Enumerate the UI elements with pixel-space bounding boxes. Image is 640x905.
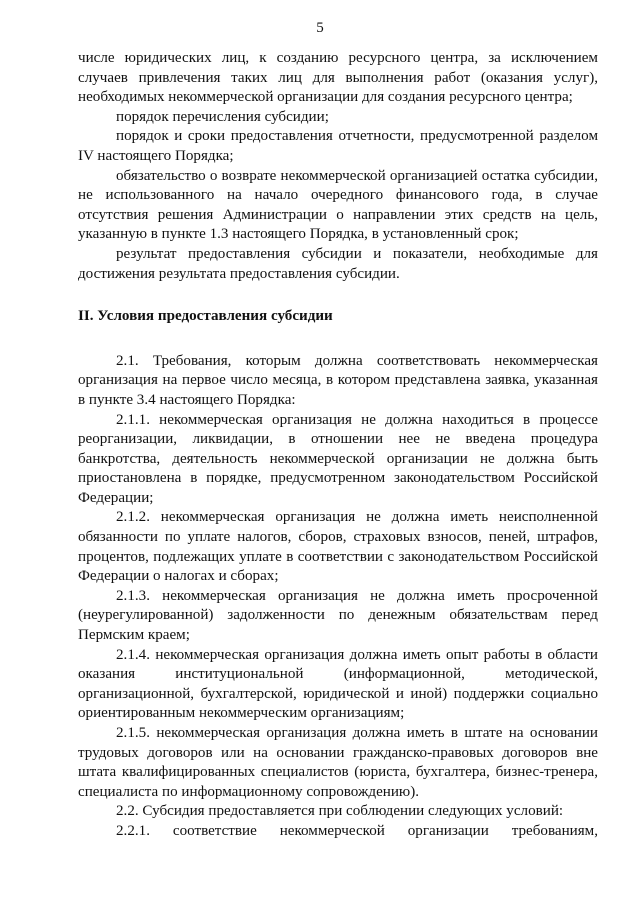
paragraph-result-indicators: результат предоставления субсидии и показатели, необходимые для достижения результата предоставления субсидии. [78, 245, 598, 282]
paragraph-2-1-4: 2.1.4. некоммерческая организация должна иметь опыт работы в области оказания институциональной (информационной, методической, организационной, бухгалтерской, юридической и иной) поддержки социально ориентированным некоммерческим организациям; [78, 646, 598, 722]
spacer [78, 327, 598, 352]
paragraph-2-2-1: 2.2.1. соответствие некоммерческой организации требованиям, [116, 822, 598, 839]
spacer [78, 284, 598, 307]
paragraph-continuation: числе юридических лиц, к созданию ресурсного центра, за исключением случаев привлечения таких лиц для выполнения работ (оказания услуг), необходимых некоммерческой организации для создания ресурсного центра; [78, 50, 598, 106]
section-heading: II. Условия предоставления субсидии [78, 308, 333, 325]
paragraph-2-1: 2.1. Требования, которым должна соответствовать некоммерческая организация на первое число месяца, в котором представлена заявка, указанная в пункте 3.4 настоящего Порядка: [78, 352, 598, 408]
paragraph-transfer-procedure: порядок перечисления субсидии; [116, 108, 329, 125]
page-number: 5 [316, 20, 324, 36]
document-body [78, 49, 598, 842]
paragraph-2-1-3: 2.1.3. некоммерческая организация не должна иметь просроченной (неурегулированной) задолженности по денежным обязательствам перед Пермским краем; [78, 587, 598, 644]
paragraph-refund-obligation: обязательство о возврате некоммерческой организацией остатка субсидии, не использованного на начало очередного финансового года, в случае отсутствия решения Администрации о направлении этих средств на цель, указанную в пункте 1.3 настоящего Порядка, в установленный срок; [78, 167, 598, 243]
paragraph-2-2: 2.2. Субсидия предоставляется при соблюдении следующих условий: [116, 803, 564, 820]
paragraph-2-1-1: 2.1.1. некоммерческая организация не должна находиться в процессе реорганизации, ликвидации, в отношении нее не введена процедура банкротства, деятельность некоммерческой организации не должна быть приостановлена в порядке, предусмотренном законодательством Российской Федерации; [78, 411, 598, 506]
paragraph-2-1-5: 2.1.5. некоммерческая организация должна иметь в штате на основании трудовых договоров или на основании гражданско-правовых договоров вне штата квалифицированных специалистов (юриста, бухгалтера, бизнес-тренера, специалиста по информационному сопровождению). [78, 725, 598, 800]
paragraph-reporting-procedure: порядок и сроки предоставления отчетности, предусмотренной разделом IV настоящего Порядка; [78, 128, 598, 164]
paragraph-2-1-2: 2.1.2. некоммерческая организация не должна иметь неисполненной обязанности по уплате налогов, сборов, страховых взносов, пеней, штрафов, процентов, подлежащих уплате в соответствии с законодательством Российской Федерации о налогах и сборах; [78, 509, 598, 585]
